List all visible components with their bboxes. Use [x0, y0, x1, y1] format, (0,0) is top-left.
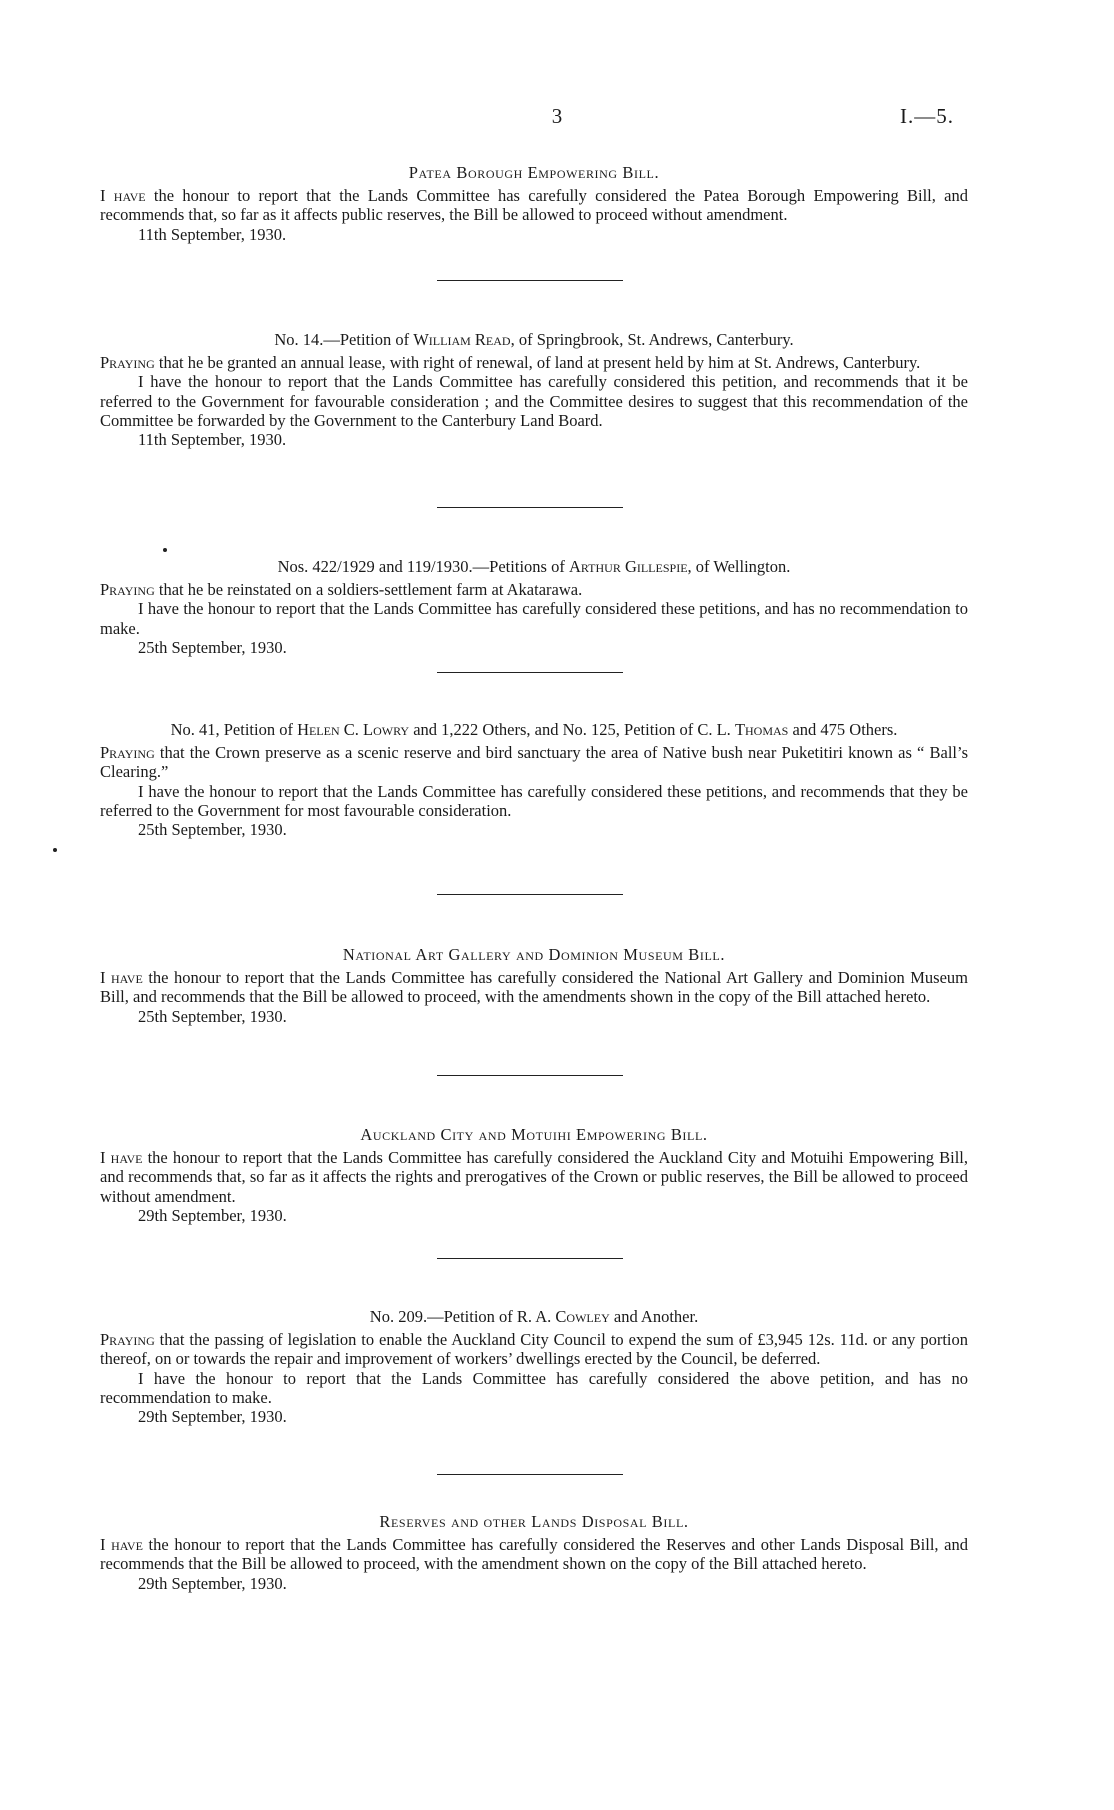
report-date: 29th September, 1930.	[138, 1205, 287, 1225]
praying-paragraph	[100, 743, 968, 781]
report-paragraph: I have the honour to report that the Lands Committee has carefully considered these petitions, and has no recommendation to make.	[100, 599, 968, 638]
section-petition-14	[100, 330, 968, 449]
report-date: 25th September, 1930.	[138, 820, 287, 840]
report-date: 25th September, 1930.	[138, 637, 287, 657]
section-title: National Art Gallery and Dominion Museum Bill.	[342, 945, 726, 964]
section-reserves-lands-disposal-bill	[100, 1512, 968, 1593]
praying-paragraph	[100, 580, 968, 599]
report-paragraph: I have the honour to report that the Lands Committee has carefully considered this petition, and recommends that it be referred to the Government for favourable consideration ; and the Committee desires to suggest that this recommendation of the Committee be forwarded by the Government to the Canterbury Land Board.	[100, 372, 968, 430]
report-paragraph	[100, 1148, 968, 1206]
report-paragraph: I have the honour to report that the Lands Committee has carefully considered the above petition, and has no recommendation to make.	[100, 1368, 968, 1407]
section-patea-borough-bill	[100, 163, 968, 244]
report-text: the honour to report that the Lands Committee has carefully considered the Reserves and other Lands Disposal Bill, and recommends that the Bill be allowed to proceed, with the amendment shown on the copy of the Bill attached hereto.	[100, 1535, 969, 1574]
section-petition-209	[100, 1307, 968, 1426]
praying-lead: Praying	[100, 353, 155, 373]
report-text: the honour to report that the Lands Committee has carefully considered the National Art Gallery and Dominion Museum Bill, and recommends that the Bill be allowed to proceed, with the amendments shown in the copy of the Bill attached hereto.	[100, 968, 968, 1007]
report-date: 25th September, 1930.	[138, 1006, 287, 1026]
report-date: 11th September, 1930.	[138, 430, 287, 450]
praying-lead: Praying	[100, 743, 155, 763]
report-lead: I have	[100, 968, 143, 988]
report-paragraph	[100, 186, 968, 224]
petitioner-name-2: Thomas	[734, 720, 789, 739]
document-reference: I.—5.	[900, 104, 954, 128]
section-title: Auckland City and Motuihi Empowering Bill.	[360, 1125, 708, 1144]
petitioner-name: William Read	[413, 330, 511, 349]
report-paragraph	[100, 968, 968, 1006]
praying-text: that the Crown preserve as a scenic reserve and bird sanctuary the area of Native bush near Puketitiri known as “ Ball’s Clearing.”	[100, 743, 968, 782]
praying-paragraph	[100, 1330, 968, 1368]
petition-heading: Nos. 422/1929 and 119/1930.—Petitions of Arthur Gillespie, of Wellington.	[277, 557, 791, 576]
petitioner-name: R. A. Cowley	[516, 1307, 610, 1326]
report-date: 29th September, 1930.	[138, 1573, 287, 1593]
report-text: the honour to report that the Lands Committee has carefully considered the Auckland City and Motuihi Empowering Bill, and recommends that, so far as it affects the rights and prerogatives of the Crown or public reserves, the Bill be allowed to proceed without amendment.	[100, 1148, 968, 1206]
report-lead: I have	[100, 1148, 143, 1168]
praying-lead: Praying	[100, 1330, 155, 1350]
section-divider	[437, 894, 623, 895]
section-divider	[437, 507, 623, 508]
report-paragraph	[100, 1535, 968, 1573]
petitioner-name: Helen C. Lowry	[297, 720, 410, 739]
report-text: the honour to report that the Lands Committee has carefully considered the Patea Borough Empowering Bill, and recommends that, so far as it affects public reserves, the Bill be allowed to proceed without amendment.	[100, 186, 968, 225]
petitioner-name: Arthur Gillespie	[568, 557, 688, 576]
section-divider	[437, 672, 623, 673]
section-divider	[437, 1474, 623, 1475]
report-lead: I have	[100, 186, 146, 206]
petition-heading: No. 209.—Petition of R. A. Cowley and Another.	[369, 1307, 699, 1326]
print-speck	[53, 848, 57, 852]
praying-text: that he be granted an annual lease, with right of renewal, of land at present held by him at St. Andrews, Canterbury.	[154, 353, 921, 373]
section-petitions-gillespie	[100, 557, 968, 657]
section-title: Reserves and other Lands Disposal Bill.	[379, 1512, 689, 1531]
report-lead: I have	[100, 1535, 143, 1555]
page-number: 3	[551, 104, 563, 128]
section-divider	[437, 1258, 623, 1259]
print-speck	[163, 548, 167, 552]
praying-lead: Praying	[100, 580, 155, 600]
section-divider	[437, 280, 623, 281]
report-paragraph: I have the honour to report that the Lands Committee has carefully considered these petitions, and recommends that they be referred to the Government for most favourable consideration.	[100, 781, 968, 820]
petition-heading: No. 41, Petition of Helen C. Lowry and 1,222 Others, and No. 125, Petition of C. L. Thomas and 475 Others.	[170, 720, 898, 739]
praying-text: that the passing of legislation to enable the Auckland City Council to expend the sum of £3,945 12s. 11d. or any portion thereof, on or towards the repair and improvement of workers’ dwellings erected by the Council, be deferred.	[100, 1330, 968, 1369]
section-auckland-motuihi-bill	[100, 1125, 968, 1225]
praying-paragraph	[100, 353, 968, 372]
report-date: 29th September, 1930.	[138, 1407, 287, 1427]
report-date: 11th September, 1930.	[138, 224, 287, 244]
petition-heading: No. 14.—Petition of William Read, of Springbrook, St. Andrews, Canterbury.	[274, 330, 794, 349]
section-petitions-lowry-thomas	[100, 720, 968, 839]
section-divider	[437, 1075, 623, 1076]
section-national-art-gallery-bill	[100, 945, 968, 1026]
praying-text: that he be reinstated on a soldiers-settlement farm at Akatarawa.	[154, 580, 583, 600]
section-title: Patea Borough Empowering Bill.	[408, 163, 660, 182]
